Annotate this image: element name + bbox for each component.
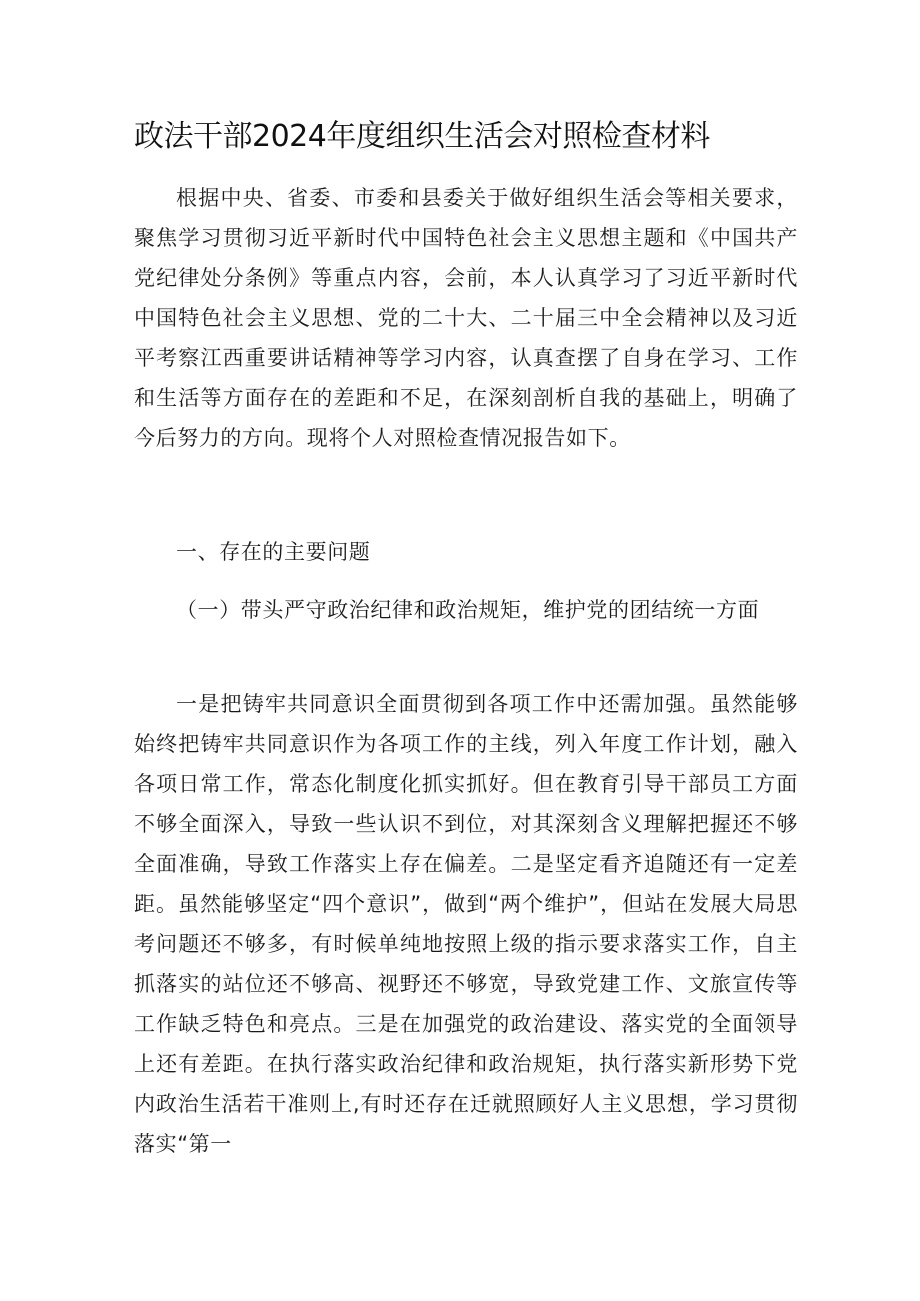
intro-paragraph: 根据中央、省委、市委和县委关于做好组织生活会等相关要求，聚焦学习贯彻习近平新时代中国特色社会主义思想主题和《中国共产党纪律处分条例》等重点内容，会前，本人认真学习了习近平新时代中国特色社会主义思想、党的二十大、二十届三中全会精神以及习近平考察江西重要讲话精神等学习内容，认真查摆了自身在学习、工作和生活等方面存在的差距和不足，在深刻剖析自我的基础上，明确了今后努力的方向。现将个人对照检查情况报告如下。 [134, 186, 798, 450]
document-title: 政法干部2024年度组织生活会对照检查材料 [134, 119, 710, 154]
body-paragraph: 一是把铸牢共同意识全面贯彻到各项工作中还需加强。虽然能够始终把铸牢共同意识作为各项工作的主线，列入年度工作计划，融入各项日常工作，常态化制度化抓实抓好。但在教育引导干部员工方面不够全面深入，导致一些认识不到位，对其深刻含义理解把握还不够全面准确，导致工作落实上存在偏差。二是坚定看齐追随还有一定差距。虽然能够坚定“四个意识”，做到“两个维护”，但站在发展大局思考问题还不够多，有时候单纯地按照上级的指示要求落实工作，自主抓落实的站位还不够高、视野还不够宽，导致党建工作、文旅宣传等工作缺乏特色和亮点。三是在加强党的政治建设、落实党的全面领导上还有差距。在执行落实政治纪律和政治规矩，执行落实新形势下党内政治生活若干准则上,有时还存在迁就照顾好人主义思想，学习贯彻落实“第一 [134, 692, 798, 1156]
subsection-heading: （一）带头严守政治纪律和政治规矩，维护党的团结统一方面 [176, 598, 760, 622]
section-heading: 一、存在的主要问题 [176, 540, 371, 564]
